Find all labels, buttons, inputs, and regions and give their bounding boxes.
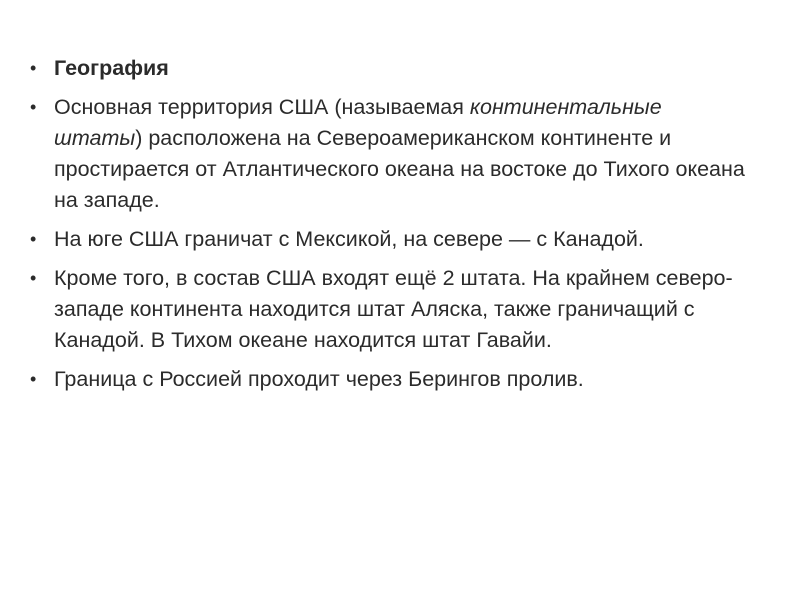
bullet-dot-icon: •: [30, 268, 37, 288]
section-heading: География: [54, 56, 169, 80]
bullet-dot-icon: •: [30, 97, 37, 117]
territory-paragraph: [54, 92, 750, 216]
bullet-item-russia: [30, 364, 750, 395]
bullet-dot-icon: •: [30, 369, 37, 389]
bullet-dot-icon: •: [30, 58, 37, 78]
bullet-item-territory: [30, 92, 750, 216]
territory-text-end: ) расположена на Североамериканском континенте и простирается от Атлантического океана на востоке до Тихого океана на западе.: [54, 126, 745, 212]
borders-paragraph: На юге США граничат с Мексикой, на севере — с Канадой.: [54, 227, 644, 251]
bullet-item-borders: [30, 224, 750, 255]
territory-italic-term: континентальные штаты: [54, 95, 662, 150]
bullet-item-states: [30, 263, 750, 356]
bullet-dot-icon: •: [30, 229, 37, 249]
states-paragraph: Кроме того, в состав США входят ещё 2 штата. На крайнем северо-западе континента находится штат Аляска, также граничащий с Канадой. В Тихом океане находится штат Гавайи.: [54, 266, 733, 352]
territory-text-start: Основная территория США (называемая: [54, 95, 470, 119]
bullet-list: [30, 53, 750, 403]
bullet-item-heading: [30, 53, 750, 84]
russia-border-paragraph: Граница с Россией проходит через Берингов пролив.: [54, 367, 584, 391]
